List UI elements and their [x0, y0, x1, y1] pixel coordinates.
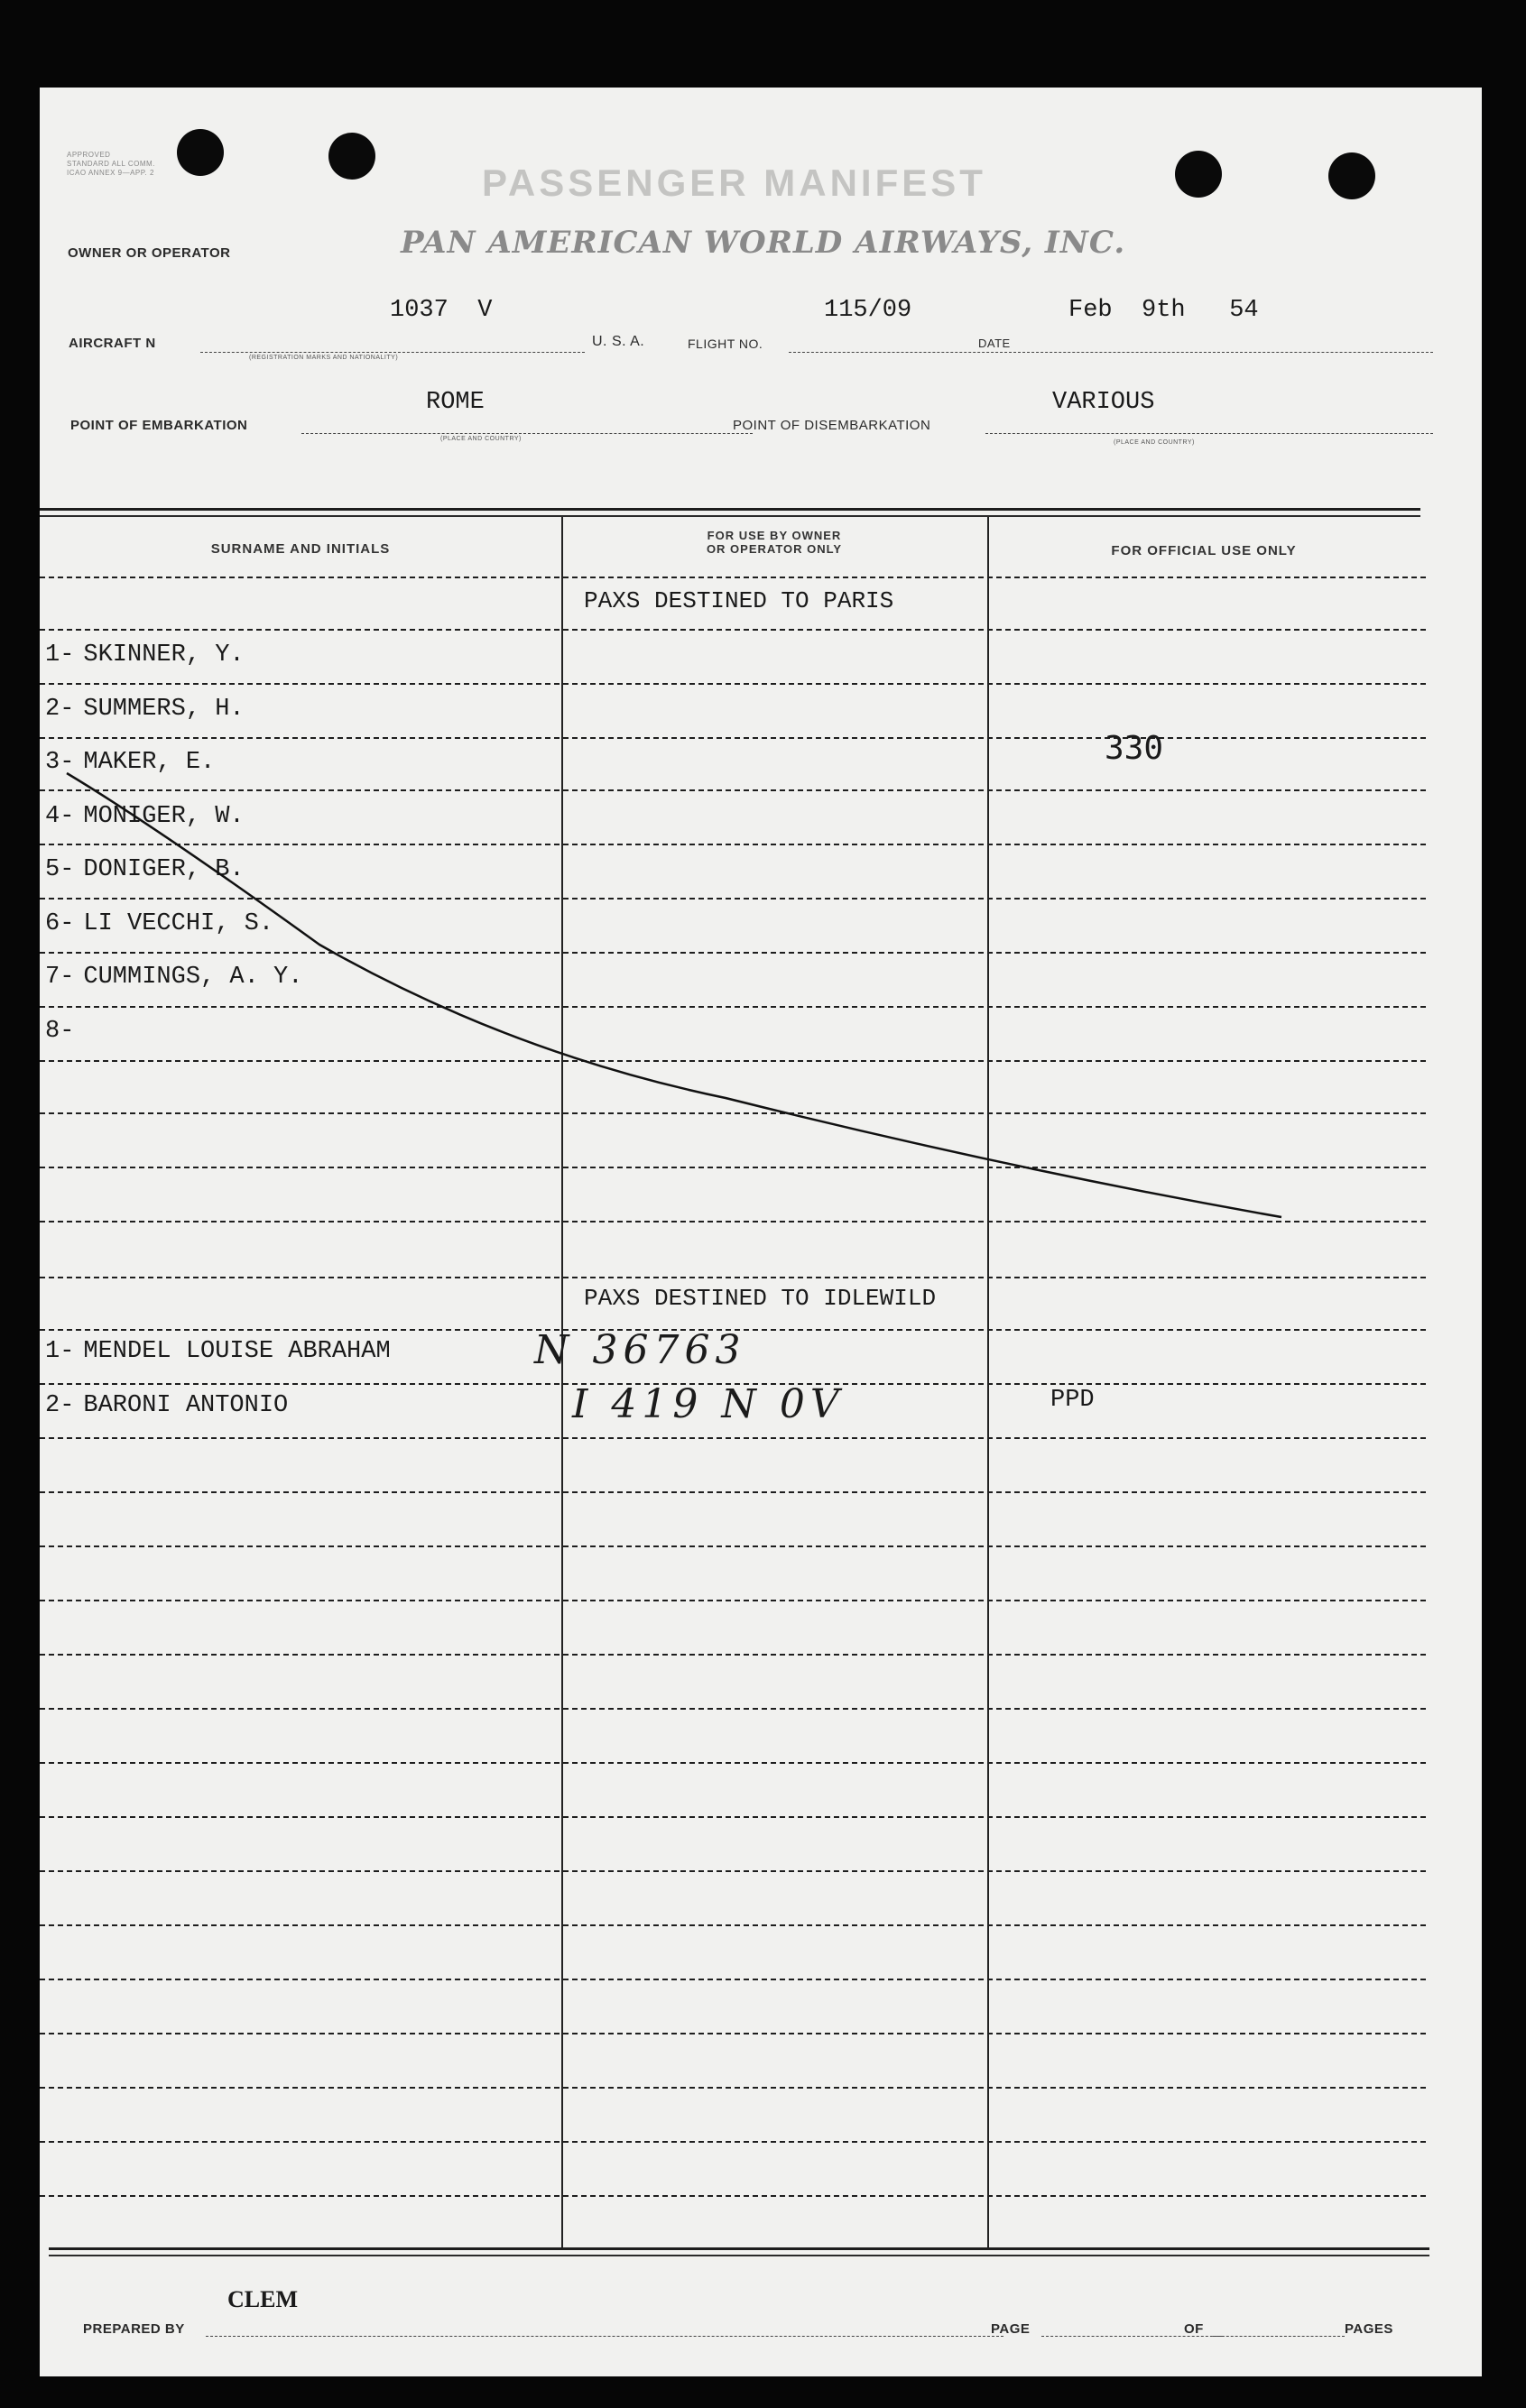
- aircraft-value: 1037 V: [390, 297, 493, 324]
- group-heading-idlewild: PAXS DESTINED TO IDLEWILD: [584, 1285, 937, 1312]
- passenger-number: 8-: [45, 1017, 75, 1045]
- ruled-line: [40, 1816, 1426, 1818]
- prepared-underline: [206, 2336, 1003, 2337]
- official-use-value: PPD: [1050, 1387, 1095, 1414]
- operator-name: PAN AMERICAN WORLD AIRWAYS, INC.: [401, 225, 1126, 261]
- passenger-name: BARONI ANTONIO: [83, 1392, 289, 1419]
- owner-label: OWNER OR OPERATOR: [68, 245, 231, 261]
- manifest-sheet: [40, 88, 1482, 2376]
- col-header-operator: FOR USE BY OWNER: [707, 529, 842, 542]
- disembark-label: POINT OF DISEMBARKATION: [733, 418, 931, 433]
- ruled-line: [40, 2195, 1426, 2197]
- table-bottom-rule: [49, 2247, 1429, 2250]
- aircraft-note: (REGISTRATION MARKS AND NATIONALITY): [249, 355, 399, 361]
- passenger-name: MONIGER, W.: [83, 802, 245, 830]
- cancel-stroke: [40, 88, 1482, 1260]
- prepared-label: PREPARED BY: [83, 2321, 185, 2337]
- ruled-line: [40, 1924, 1426, 1926]
- prepared-by-value: CLEM: [227, 2286, 298, 2312]
- ruled-line: [40, 1708, 1426, 1710]
- passenger-name: SKINNER, Y.: [83, 641, 245, 669]
- passenger-number: 1-: [45, 641, 75, 669]
- embark-value: ROME: [426, 389, 485, 416]
- disembark-value: VARIOUS: [1052, 389, 1155, 416]
- ruled-line: [40, 2087, 1426, 2089]
- usa-label: U. S. A.: [592, 334, 645, 349]
- date-value: Feb 9th 54: [1068, 297, 1259, 324]
- ruled-line: [40, 1654, 1426, 1656]
- ruled-line: [40, 2033, 1426, 2034]
- flight-value: 115/09: [824, 297, 912, 324]
- passenger-number: 3-: [45, 749, 75, 776]
- of-label: OF: [1184, 2321, 1204, 2337]
- passenger-number: 2-: [45, 695, 75, 723]
- flight-label: FLIGHT NO.: [688, 337, 763, 351]
- ruled-line: [40, 1870, 1426, 1872]
- embark-note: (PLACE AND COUNTRY): [440, 436, 522, 442]
- ruled-line: [40, 1979, 1426, 1980]
- col-header-surname: SURNAME AND INITIALS: [210, 541, 391, 557]
- passenger-number: 2-: [45, 1392, 75, 1419]
- table-bottom-rule: [49, 2255, 1429, 2256]
- official-note: 330: [1105, 730, 1164, 767]
- passenger-name: CUMMINGS, A. Y.: [83, 964, 303, 991]
- col-header-operator: OR OPERATOR ONLY: [706, 542, 843, 556]
- passenger-number: 1-: [45, 1338, 75, 1365]
- pages-label: PAGES: [1345, 2321, 1393, 2337]
- operator-handwritten-note: N 36763: [534, 1327, 746, 1373]
- ruled-line: [40, 1600, 1426, 1601]
- page-label: PAGE: [991, 2321, 1031, 2337]
- approval-stamp: APPROVED STANDARD ALL COMM. ICAO ANNEX 9—APP. 2: [67, 151, 155, 177]
- ruled-line: [40, 1545, 1426, 1547]
- col-header-official: FOR OFFICIAL USE ONLY: [1111, 543, 1297, 558]
- date-label: DATE: [978, 337, 1011, 350]
- ruled-line: [40, 1437, 1426, 1439]
- of-underline: [1213, 2336, 1345, 2337]
- passenger-name: LI VECCHI, S.: [83, 909, 274, 937]
- passenger-number: 7-: [45, 964, 75, 991]
- passenger-number: 4-: [45, 802, 75, 830]
- group-heading-paris: PAXS DESTINED TO PARIS: [584, 587, 894, 614]
- operator-handwritten-note: I 419 N 0V: [572, 1381, 845, 1427]
- form-title: PASSENGER MANIFEST: [482, 161, 986, 204]
- aircraft-label: AIRCRAFT N: [69, 336, 156, 351]
- ruled-line: [40, 2141, 1426, 2143]
- passenger-row: [45, 1392, 288, 1419]
- passenger-name: DONIGER, B.: [83, 856, 245, 883]
- passenger-name: MENDEL LOUISE ABRAHAM: [83, 1338, 391, 1365]
- disembark-note: (PLACE AND COUNTRY): [1114, 439, 1195, 446]
- embark-label: POINT OF EMBARKATION: [70, 418, 248, 433]
- passenger-row: [45, 1338, 391, 1365]
- passenger-number: 6-: [45, 909, 75, 937]
- passenger-name: SUMMERS, H.: [83, 695, 245, 723]
- ruled-line: [40, 1762, 1426, 1764]
- passenger-number: 5-: [45, 856, 75, 883]
- ruled-line: [40, 1491, 1426, 1493]
- ruled-line: [40, 1277, 1426, 1278]
- passenger-name: MAKER, E.: [83, 749, 216, 776]
